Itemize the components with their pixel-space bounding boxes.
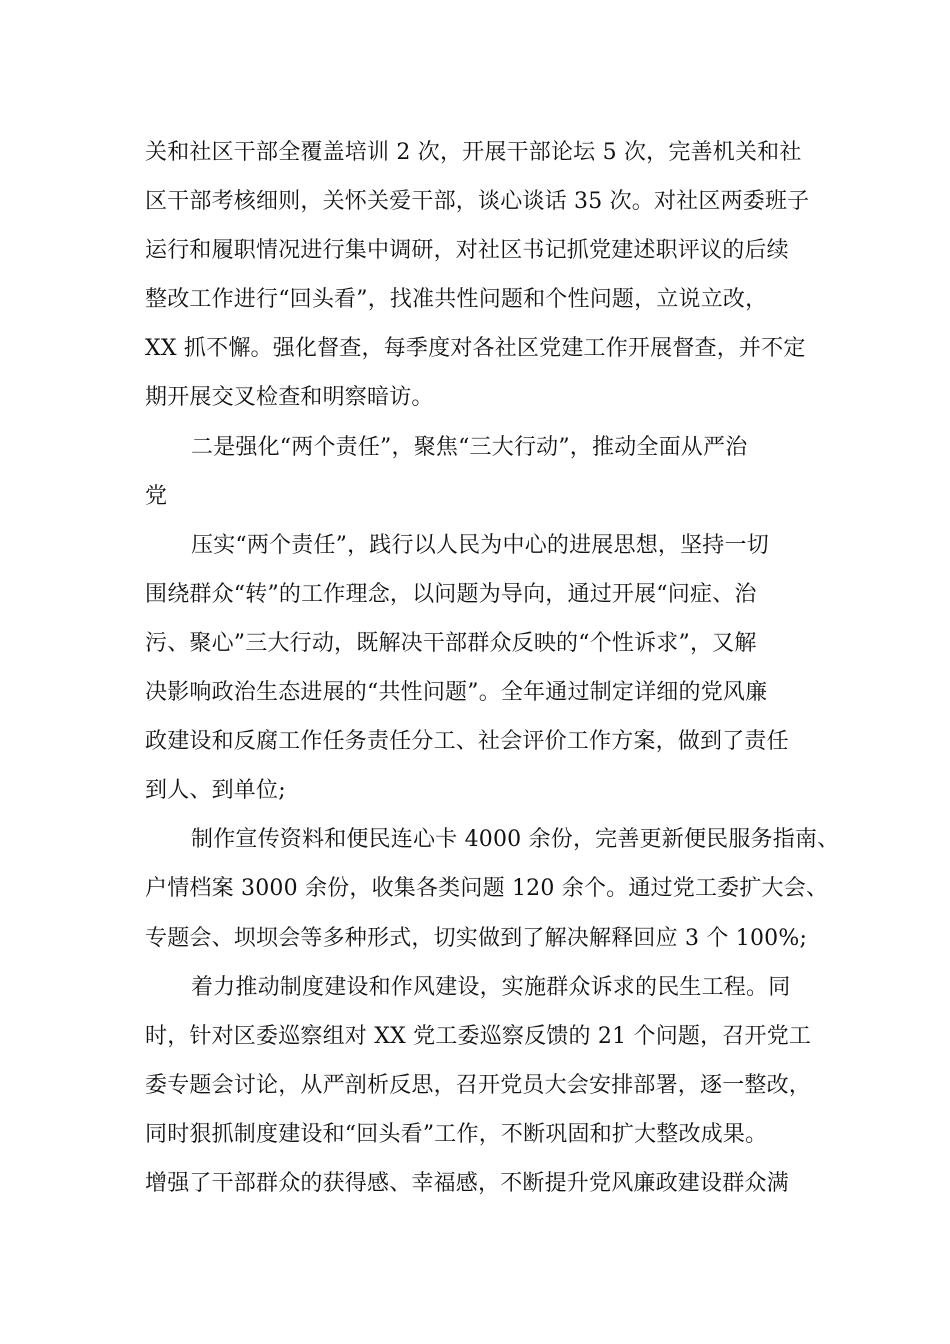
text-line-11: 污、聚心”三大行动，既解决干部群众反映的“个性诉求”，又解: [145, 630, 757, 656]
text-line-16: 户情档案 3000 余份，收集各类问题 120 余个。通过党工委扩大会、: [145, 876, 829, 902]
text-line-14: 到人、到单位;: [145, 778, 286, 804]
text-line-2: 区干部考核细则，关怀关爱干部，谈心谈话 35 次。对社区两委班子: [145, 189, 810, 215]
text-line-22: 增强了干部群众的获得感、幸福感，不断提升党风廉政建设群众满: [145, 1170, 789, 1196]
text-line-6: 期开展交叉检查和明察暗访。: [145, 385, 434, 411]
section-heading-line-2: 党: [145, 483, 168, 509]
text-line-20: 委专题会讨论，从严剖析反思，召开党员大会安排部署，逐一整改，: [145, 1072, 812, 1098]
text-line-5: XX 抓不懈。强化督查，每季度对各社区党建工作开展督查，并不定: [145, 336, 806, 362]
document-body: [145, 128, 840, 1208]
text-line-21: 同时狠抓制度建设和“回头看”工作，不断巩固和扩大整改成果。: [145, 1121, 768, 1147]
text-line-10: 围绕群众“转”的工作理念，以问题为导向，通过开展“问症、治: [145, 581, 757, 607]
text-line-1: 关和社区干部全覆盖培训 2 次，开展干部论坛 5 次，完善机关和社: [145, 140, 802, 165]
text-line-13: 政建设和反腐工作任务责任分工、社会评价工作方案，做到了责任: [145, 729, 789, 755]
text-line-3: 运行和履职情况进行集中调研，对社区书记抓党建述职评议的后续: [145, 238, 789, 264]
text-line-18: 着力推动制度建设和作风建设，实施群众诉求的民生工程。同: [191, 974, 791, 1000]
text-line-19: 时，针对区委巡察组对 XX 党工委巡察反馈的 21 个问题，召开党工: [145, 1023, 812, 1049]
text-line-12: 决影响政治生态进展的“共性问题”。全年通过制定详细的党风廉: [145, 680, 768, 706]
text-line-9: 压实“两个责任”，践行以人民为中心的进展思想，坚持一切: [191, 532, 769, 558]
text-line-17: 专题会、坝坝会等多种形式，切实做到了解决解释回应 3 个 100%;: [145, 925, 808, 951]
text-line-4: 整改工作进行“回头看”，找准共性问题和个性问题，立说立改，: [145, 287, 768, 313]
text-line-15: 制作宣传资料和便民连心卡 4000 余份，完善更新便民服务指南、: [191, 827, 840, 853]
section-heading-line-1: 二是强化“两个责任”，聚焦“三大行动”，推动全面从严治: [191, 434, 748, 460]
